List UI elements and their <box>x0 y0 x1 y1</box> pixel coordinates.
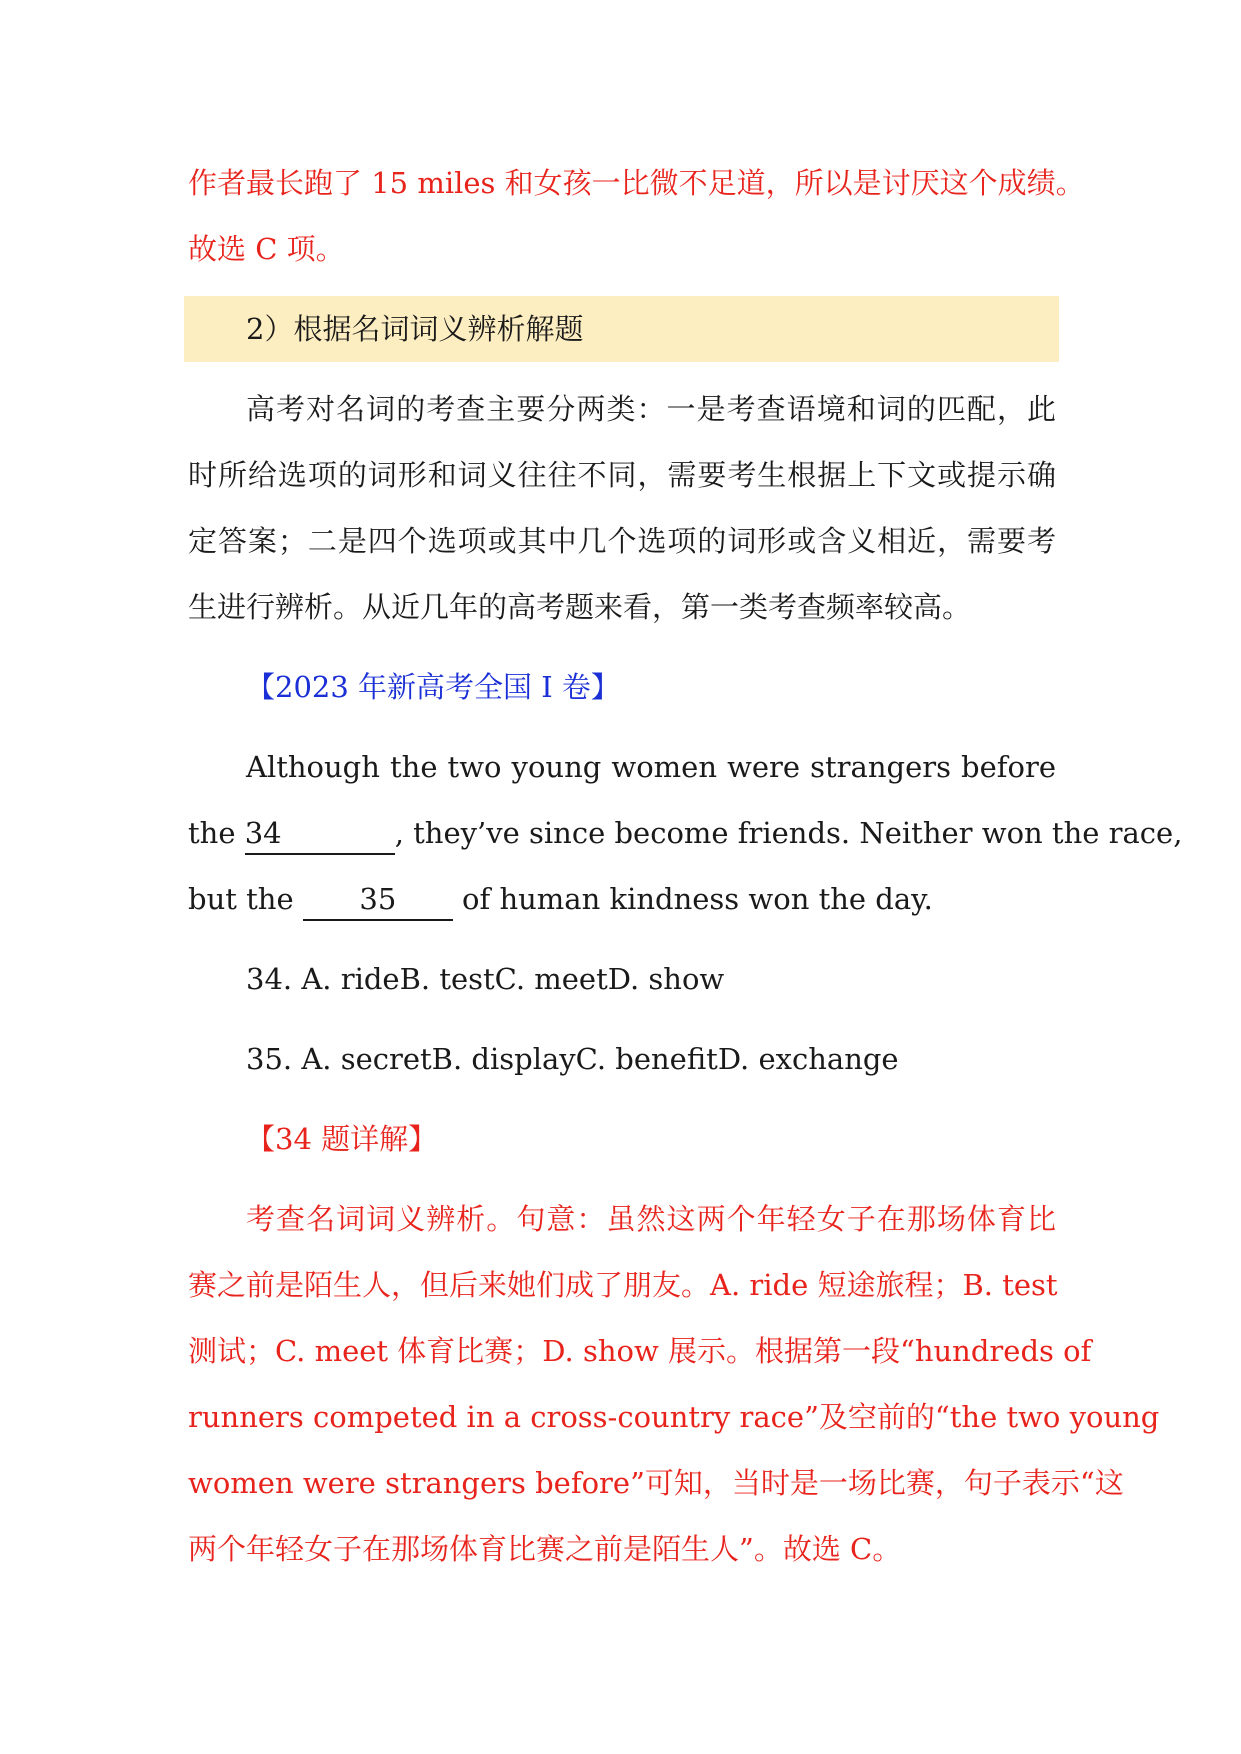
passage-line-2-pre: the <box>188 816 245 850</box>
answer-line-5: women were strangers before”可知，当时是一场比赛，句子表示“这 <box>188 1466 1124 1500</box>
exam-tag: 【2023 年新高考全国 I 卷】 <box>246 670 620 704</box>
section-heading: 2）根据名词词义辨析解题 <box>184 296 1059 362</box>
passage-line-1: Although the two young women were strangers before <box>246 750 1056 784</box>
explanation-line-1: 高考对名词的考查主要分两类：一是考查语境和词的匹配，此 <box>246 392 1056 426</box>
passage-line-3-pre: but the <box>188 882 303 916</box>
passage-line-2 <box>188 800 1183 866</box>
blank-35: 35 <box>303 879 453 921</box>
explanation-line-2: 时所给选项的词形和词义往往不同，需要考生根据上下文或提示确 <box>188 458 1056 492</box>
blank-34: 34 <box>245 813 395 855</box>
answer-line-1: 考查名词词义辨析。句意：虽然这两个年轻女子在那场体育比 <box>246 1202 1056 1236</box>
passage-line-3 <box>188 866 1056 932</box>
answer-line-4: runners competed in a cross-country race”及空前的“the two young <box>188 1400 1160 1434</box>
explanation-line-3: 定答案；二是四个选项或其中几个选项的词形或含义相近，需要考 <box>188 524 1056 558</box>
options-q35: 35. A. secretB. displayC. benefitD. exchange <box>246 1042 899 1076</box>
answer-line-2: 赛之前是陌生人，但后来她们成了朋友。A. ride 短途旅程；B. test <box>188 1268 1058 1302</box>
passage-line-2-post: , they’ve since become friends. Neither won the race, <box>394 816 1183 850</box>
answer-line-3: 测试；C. meet 体育比赛；D. show 展示。根据第一段“hundreds of <box>188 1334 1092 1368</box>
options-q34: 34. A. rideB. testC. meetD. show <box>246 962 725 996</box>
document-page <box>188 150 1183 1582</box>
explanation-line-4: 生进行辨析。从近几年的高考题来看，第一类考查频率较高。 <box>188 590 972 624</box>
passage-line-3-post: of human kindness won the day. <box>452 882 933 916</box>
intro-line-1: 作者最长跑了 15 miles 和女孩一比微不足道，所以是讨厌这个成绩。 <box>188 166 1085 200</box>
answer-tag: 【34 题详解】 <box>246 1122 438 1156</box>
intro-line-2: 故选 C 项。 <box>188 232 345 266</box>
answer-line-6: 两个年轻女子在那场体育比赛之前是陌生人”。故选 C。 <box>188 1532 902 1566</box>
